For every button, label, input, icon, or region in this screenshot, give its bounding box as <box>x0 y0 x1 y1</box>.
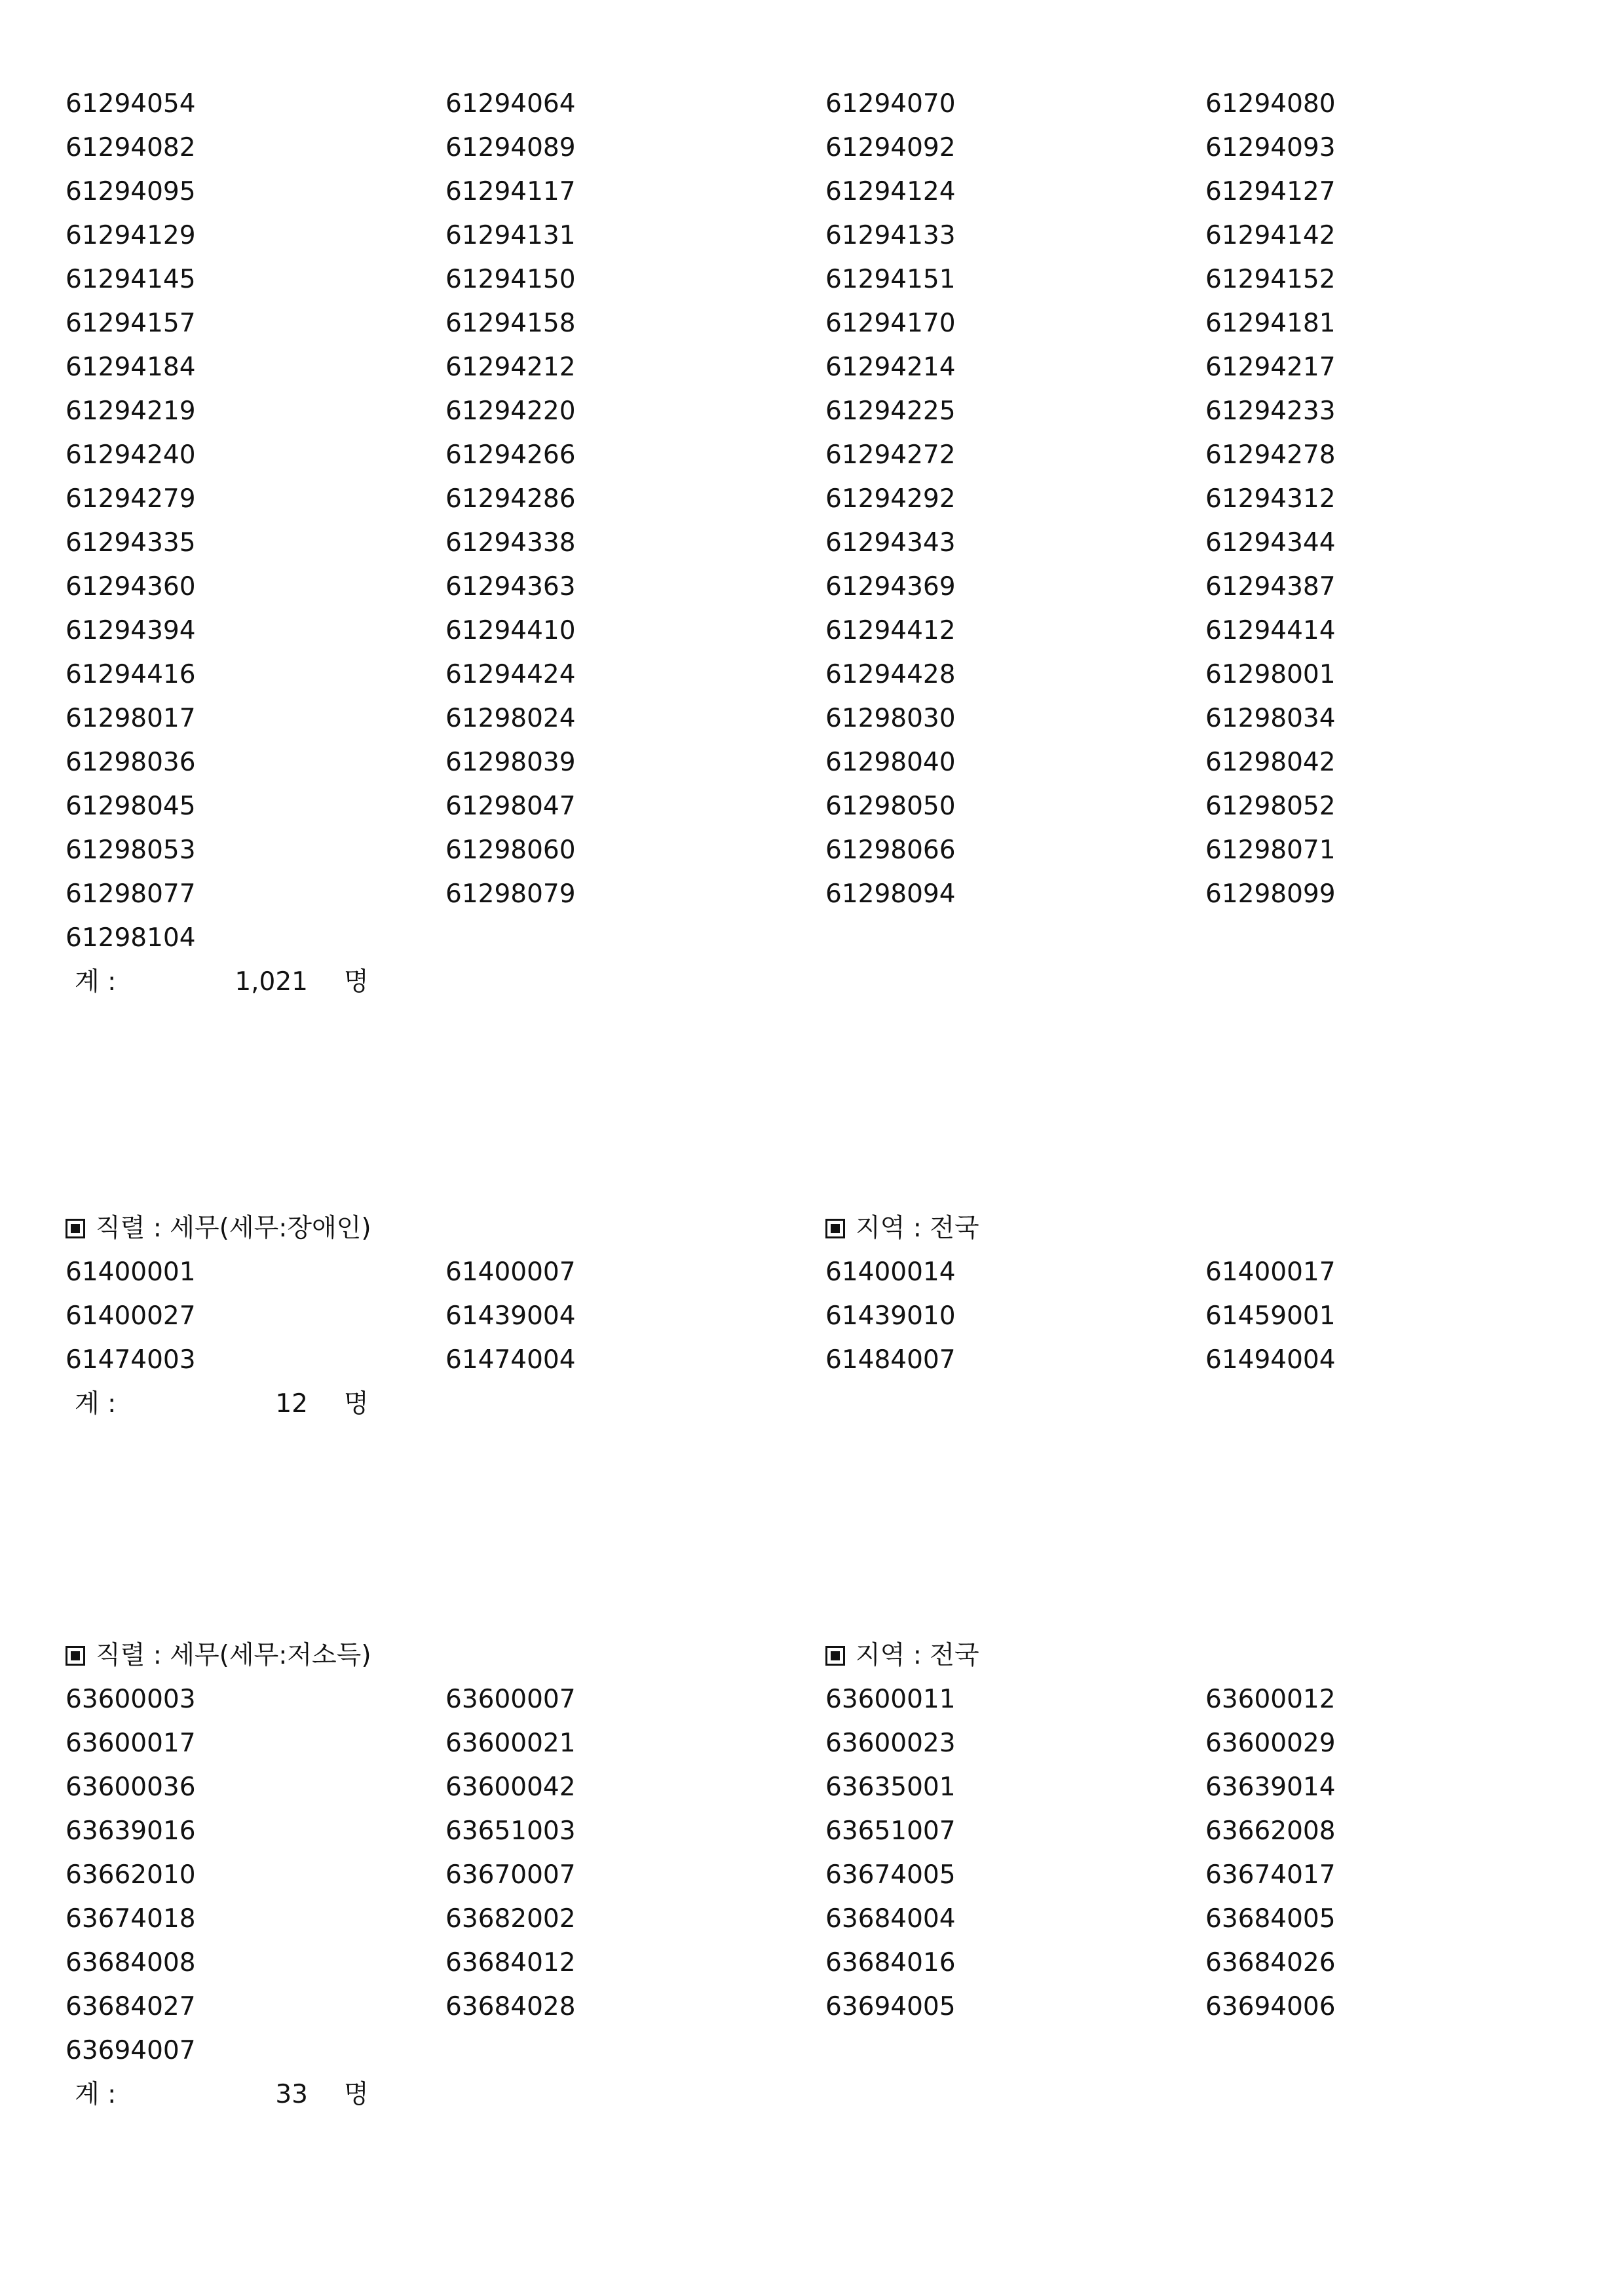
candidate-number: 61294369 <box>825 572 956 602</box>
candidate-number: 63600011 <box>825 1685 956 1714</box>
candidate-number: 61294394 <box>66 616 196 645</box>
candidate-number: 61439010 <box>825 1301 956 1331</box>
candidate-number: 61294151 <box>825 265 956 294</box>
section-2 <box>66 1206 1572 1426</box>
candidate-number: 61400007 <box>445 1257 576 1287</box>
total-row <box>66 960 1572 1004</box>
candidate-number: 61400001 <box>66 1257 196 1287</box>
candidate-number: 61294220 <box>445 396 576 426</box>
candidate-number: 61298040 <box>825 748 956 777</box>
candidate-number: 61294225 <box>825 396 956 426</box>
total-value: 33 <box>275 2080 308 2109</box>
total-row <box>66 1382 1572 1426</box>
candidate-number: 61294158 <box>445 309 576 338</box>
candidate-number: 61298099 <box>1205 879 1336 909</box>
candidate-number: 61294424 <box>445 660 576 689</box>
candidate-number: 61294414 <box>1205 616 1336 645</box>
total-label: 계 : <box>75 1389 117 1419</box>
series-header <box>66 1206 371 1250</box>
candidate-number: 61294412 <box>825 616 956 645</box>
candidate-number: 63600012 <box>1205 1685 1336 1714</box>
candidate-number: 61400014 <box>825 1257 956 1287</box>
candidate-number: 63684028 <box>445 1992 576 2021</box>
candidate-number: 63684012 <box>445 1948 576 1978</box>
candidate-number: 61298030 <box>825 704 956 733</box>
total-unit: 명 <box>344 1389 369 1419</box>
candidate-number: 61294344 <box>1205 528 1336 558</box>
candidate-number: 61298079 <box>445 879 576 909</box>
candidate-number: 63600007 <box>445 1685 576 1714</box>
candidate-number: 61294212 <box>445 353 576 382</box>
candidate-number: 63600042 <box>445 1772 576 1802</box>
candidate-number: 63674005 <box>825 1860 956 1890</box>
total-value: 1,021 <box>235 967 308 997</box>
total-value: 12 <box>275 1389 308 1419</box>
candidate-number: 61294338 <box>445 528 576 558</box>
candidate-number: 61294142 <box>1205 221 1336 250</box>
candidate-number: 63684016 <box>825 1948 956 1978</box>
candidate-number: 61494004 <box>1205 1345 1336 1375</box>
series-label: 직렬 : 세무(세무:저소득) <box>96 1641 371 1670</box>
filled-square-icon <box>66 1646 85 1666</box>
series-header <box>66 1634 371 1677</box>
candidate-number: 61294089 <box>445 133 576 163</box>
candidate-number: 61294181 <box>1205 309 1336 338</box>
number-grid <box>66 82 1572 960</box>
candidate-number: 61294080 <box>1205 89 1336 119</box>
candidate-number: 61298034 <box>1205 704 1336 733</box>
candidate-number: 61298045 <box>66 792 196 821</box>
section-header <box>66 1634 1572 1677</box>
region-label: 지역 : 전국 <box>856 1641 979 1670</box>
candidate-number: 61294129 <box>66 221 196 250</box>
total-label: 계 : <box>75 2080 117 2109</box>
candidate-number: 61294233 <box>1205 396 1336 426</box>
total-unit: 명 <box>344 2080 369 2109</box>
candidate-number: 63600017 <box>66 1729 196 1758</box>
candidate-number: 61400027 <box>66 1301 196 1331</box>
candidate-number: 61294343 <box>825 528 956 558</box>
section-header <box>66 1206 1572 1250</box>
candidate-number: 61298104 <box>66 923 196 953</box>
candidate-number: 61294117 <box>445 177 576 206</box>
candidate-number: 63651003 <box>445 1816 576 1846</box>
candidate-number: 63600023 <box>825 1729 956 1758</box>
candidate-number: 61294240 <box>66 440 196 470</box>
section-1 <box>66 82 1572 1004</box>
candidate-number: 61294312 <box>1205 484 1336 514</box>
candidate-number: 63694007 <box>66 2036 196 2065</box>
candidate-number: 61294286 <box>445 484 576 514</box>
candidate-number: 61298047 <box>445 792 576 821</box>
candidate-number: 61298001 <box>1205 660 1336 689</box>
candidate-number: 61294387 <box>1205 572 1336 602</box>
candidate-number: 61474003 <box>66 1345 196 1375</box>
candidate-number: 61439004 <box>445 1301 576 1331</box>
candidate-number: 63639014 <box>1205 1772 1336 1802</box>
candidate-number: 61294131 <box>445 221 576 250</box>
candidate-number: 61294157 <box>66 309 196 338</box>
candidate-number: 61298050 <box>825 792 956 821</box>
candidate-number: 61298036 <box>66 748 196 777</box>
candidate-number: 61294093 <box>1205 133 1336 163</box>
candidate-number: 61298042 <box>1205 748 1336 777</box>
candidate-number: 61294292 <box>825 484 956 514</box>
candidate-number: 61294219 <box>66 396 196 426</box>
candidate-number: 61294428 <box>825 660 956 689</box>
candidate-number: 61294133 <box>825 221 956 250</box>
candidate-number: 61294070 <box>825 89 956 119</box>
candidate-number: 61294127 <box>1205 177 1336 206</box>
candidate-number: 63694005 <box>825 1992 956 2021</box>
candidate-number: 63600036 <box>66 1772 196 1802</box>
candidate-number: 63670007 <box>445 1860 576 1890</box>
total-row <box>66 2073 1572 2116</box>
candidate-number: 61294064 <box>445 89 576 119</box>
candidate-number: 61294410 <box>445 616 576 645</box>
candidate-number: 63684026 <box>1205 1948 1336 1978</box>
candidate-number: 63684008 <box>66 1948 196 1978</box>
total-label: 계 : <box>75 967 117 997</box>
candidate-number: 61474004 <box>445 1345 576 1375</box>
candidate-number: 61294217 <box>1205 353 1336 382</box>
candidate-number: 63684005 <box>1205 1904 1336 1934</box>
candidate-number: 63682002 <box>445 1904 576 1934</box>
number-grid <box>66 1677 1572 2073</box>
candidate-number: 61298094 <box>825 879 956 909</box>
candidate-number: 63600021 <box>445 1729 576 1758</box>
candidate-number: 61484007 <box>825 1345 956 1375</box>
candidate-number: 63684004 <box>825 1904 956 1934</box>
candidate-number: 61294184 <box>66 353 196 382</box>
candidate-number: 61294150 <box>445 265 576 294</box>
candidate-number: 61294092 <box>825 133 956 163</box>
candidate-number: 61294170 <box>825 309 956 338</box>
filled-square-icon <box>66 1219 85 1238</box>
candidate-number: 61294082 <box>66 133 196 163</box>
candidate-number: 61294335 <box>66 528 196 558</box>
candidate-number: 61294416 <box>66 660 196 689</box>
candidate-number: 61294360 <box>66 572 196 602</box>
region-label: 지역 : 전국 <box>856 1214 979 1243</box>
candidate-number: 61294279 <box>66 484 196 514</box>
candidate-number: 61294145 <box>66 265 196 294</box>
candidate-number: 61298077 <box>66 879 196 909</box>
filled-square-icon <box>825 1646 845 1666</box>
candidate-number: 63600003 <box>66 1685 196 1714</box>
candidate-number: 63674018 <box>66 1904 196 1934</box>
candidate-number: 61294272 <box>825 440 956 470</box>
candidate-number: 61298060 <box>445 835 576 865</box>
candidate-number: 61294214 <box>825 353 956 382</box>
candidate-number: 61294278 <box>1205 440 1336 470</box>
candidate-number: 61298066 <box>825 835 956 865</box>
candidate-number: 63651007 <box>825 1816 956 1846</box>
region-header <box>825 1206 979 1250</box>
candidate-number: 61400017 <box>1205 1257 1336 1287</box>
candidate-number: 63684027 <box>66 1992 196 2021</box>
filled-square-icon <box>825 1219 845 1238</box>
candidate-number: 63662008 <box>1205 1816 1336 1846</box>
candidate-number: 61298024 <box>445 704 576 733</box>
number-grid <box>66 1250 1572 1382</box>
candidate-number: 63635001 <box>825 1772 956 1802</box>
candidate-number: 61294124 <box>825 177 956 206</box>
candidate-number: 63694006 <box>1205 1992 1336 2021</box>
candidate-number: 63662010 <box>66 1860 196 1890</box>
total-unit: 명 <box>344 967 369 997</box>
candidate-number: 63600029 <box>1205 1729 1336 1758</box>
candidate-number: 61294363 <box>445 572 576 602</box>
candidate-number: 61294054 <box>66 89 196 119</box>
region-header <box>825 1634 979 1677</box>
candidate-number: 61298052 <box>1205 792 1336 821</box>
candidate-number: 61294152 <box>1205 265 1336 294</box>
candidate-number: 61294095 <box>66 177 196 206</box>
candidate-number: 61298039 <box>445 748 576 777</box>
candidate-number: 61298053 <box>66 835 196 865</box>
candidate-number: 61294266 <box>445 440 576 470</box>
candidate-number: 61298017 <box>66 704 196 733</box>
section-3 <box>66 1634 1572 2116</box>
candidate-number: 63639016 <box>66 1816 196 1846</box>
candidate-number: 61298071 <box>1205 835 1336 865</box>
candidate-number: 61459001 <box>1205 1301 1336 1331</box>
series-label: 직렬 : 세무(세무:장애인) <box>96 1214 371 1243</box>
candidate-number: 63674017 <box>1205 1860 1336 1890</box>
